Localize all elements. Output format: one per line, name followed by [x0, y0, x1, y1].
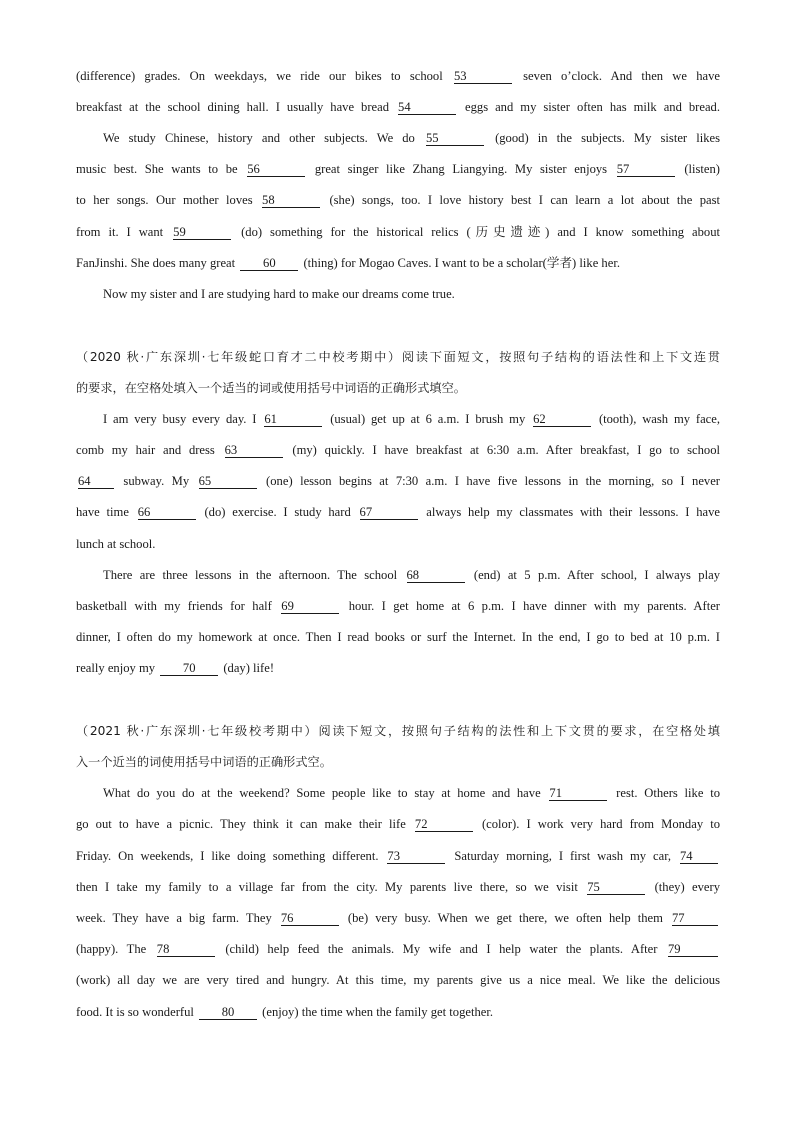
text-run: basketball with my friends for half: [76, 599, 280, 613]
s3-line-3: [76, 847, 720, 865]
blank-58[interactable]: 58: [262, 194, 320, 208]
blank-59[interactable]: 59: [173, 226, 231, 240]
s3-line-8: [76, 1003, 720, 1021]
s2-line-5: [76, 535, 720, 553]
text-run: from it. I want: [76, 225, 172, 239]
blank-68[interactable]: 68: [407, 569, 465, 583]
s2-line-3: [76, 472, 720, 490]
s2-line-1: [103, 410, 720, 428]
text-run: (listen): [676, 162, 720, 176]
text-run: (day) life!: [220, 661, 275, 675]
blank-75[interactable]: 75: [587, 881, 645, 895]
blank-65[interactable]: 65: [199, 475, 257, 489]
blank-76[interactable]: 76: [281, 912, 339, 926]
text-run: hour. I get home at 6 p.m. I have dinner with my parents. After: [341, 599, 720, 613]
s1-line-3: [103, 129, 720, 147]
text-run: go out to have a picnic. They think it can make their life: [76, 817, 413, 831]
text-run: great singer like Zhang Liangying. My sister enjoys: [307, 162, 615, 176]
blank-56[interactable]: 56: [247, 163, 305, 177]
text-run: What do you do at the weekend? Some people like to stay at home and have: [103, 786, 548, 800]
blank-53[interactable]: 53: [454, 70, 512, 84]
s1-line-6: [76, 223, 720, 241]
text-run: (one) lesson begins at 7:30 a.m. I have five lessons in the morning, so I never: [258, 474, 720, 488]
text-run: music best. She wants to be: [76, 162, 246, 176]
blank-62[interactable]: 62: [533, 413, 591, 427]
text-run: seven o’clock. And then we have: [513, 69, 720, 83]
blank-64[interactable]: 64: [78, 475, 114, 489]
s2-line-6: [103, 566, 720, 584]
text-run: dinner, I often do my homework at once. Then I read books or surf the Internet. In the end, I go to bed at 10 p.m. I: [76, 630, 720, 644]
text-run: Saturday morning, I first wash my car,: [447, 849, 678, 863]
blank-67[interactable]: 67: [360, 506, 418, 520]
s3-line-4: [76, 878, 720, 896]
text-run: week. They have a big farm. They: [76, 911, 279, 925]
text-run: FanJinshi. She does many great: [76, 256, 239, 270]
blank-71[interactable]: 71: [549, 787, 607, 801]
blank-74[interactable]: 74: [680, 850, 718, 864]
s2-line-9: [76, 659, 720, 677]
text-run: comb my hair and dress: [76, 443, 223, 457]
text-run: rest. Others like to: [609, 786, 720, 800]
s1-line-8: [103, 285, 720, 303]
text-run: (my) quickly. I have breakfast at 6:30 a.m. After breakfast, I go to school: [284, 443, 720, 457]
s2-header-line-2: 的要求，在空格处填入一个适当的词或使用括号中词语的正确形式填空。: [76, 381, 466, 395]
text-run: (thing) for Mogao Caves. I want to be a scholar(学者) like her.: [300, 256, 620, 270]
blank-79[interactable]: 79: [668, 943, 718, 957]
blank-80[interactable]: 80: [199, 1006, 257, 1020]
text-run: (happy). The: [76, 942, 155, 956]
s3-line-6: [76, 940, 720, 958]
text-run: eggs and my sister often has milk and bread.: [458, 100, 720, 114]
text-run: (enjoy) the time when the family get together.: [259, 1005, 493, 1019]
s1-line-7: [76, 254, 720, 272]
text-run: really enjoy my: [76, 661, 159, 675]
text-run: (work) all day we are very tired and hungry. At this time, my parents give us a nice meal. We like the delicious: [76, 973, 720, 987]
s3-header-line-2: 入一个近当的词使用括号中词语的正确形式空。: [76, 755, 332, 769]
s3-line-7: [76, 971, 720, 989]
blank-61[interactable]: 61: [264, 413, 322, 427]
s2-line-2: [76, 441, 720, 459]
text-run: (usual) get up at 6 a.m. I brush my: [324, 412, 532, 426]
s3-line-5: [76, 909, 720, 927]
text-run: (do) exercise. I study hard: [197, 505, 358, 519]
text-run: Friday. On weekends, I like doing something different.: [76, 849, 386, 863]
s2-header-line-1: （2020 秋·广东深圳·七年级蛇口育才二中校考期中）阅读下面短文，按照句子结构的语法性和上下文连贯: [76, 350, 720, 364]
blank-54[interactable]: 54: [398, 101, 456, 115]
s1-line-4: [76, 160, 720, 178]
blank-60[interactable]: 60: [240, 257, 298, 271]
blank-78[interactable]: 78: [157, 943, 215, 957]
text-run: have time: [76, 505, 136, 519]
text-run: to her songs. Our mother loves: [76, 193, 261, 207]
text-run: (tooth), wash my face,: [593, 412, 720, 426]
s1-line-1: [76, 67, 720, 85]
text-run: always help my classmates with their lessons. I have: [419, 505, 720, 519]
text-run: subway. My: [116, 474, 197, 488]
blank-72[interactable]: 72: [415, 818, 473, 832]
s2-line-4: [76, 503, 720, 521]
text-run: There are three lessons in the afternoon. The school: [103, 568, 405, 582]
text-run: I am very busy every day. I: [103, 412, 263, 426]
text-run: (she) songs, too. I love history best I can learn a lot about the past: [322, 193, 720, 207]
s3-line-2: [76, 815, 720, 833]
text-run: (good) in the subjects. My sister likes: [485, 131, 720, 145]
blank-77[interactable]: 77: [672, 912, 718, 926]
text-run: (child) help feed the animals. My wife and I help water the plants. After: [216, 942, 666, 956]
text-run: (do) something for the historical relics (历史遗迹) and I know something about: [233, 225, 720, 239]
s3-line-1: [103, 784, 720, 802]
s3-header-line-1: （2021 秋·广东深圳·七年级校考期中）阅读下短文，按照句子结构的法性和上下文贯的要求，在空格处填: [76, 724, 720, 738]
text-run: then I take my family to a village far from the city. My parents live there, so we visit: [76, 880, 586, 894]
blank-55[interactable]: 55: [426, 132, 484, 146]
text-run: (difference) grades. On weekdays, we ride our bikes to school: [76, 69, 452, 83]
s1-line-5: [76, 191, 720, 209]
blank-73[interactable]: 73: [387, 850, 445, 864]
blank-57[interactable]: 57: [617, 163, 675, 177]
text-run: Now my sister and I are studying hard to make our dreams come true.: [103, 287, 455, 301]
text-run: (be) very busy. When we get there, we often help them: [340, 911, 670, 925]
s1-line-2: [76, 98, 720, 116]
text-run: (end) at 5 p.m. After school, I always play: [466, 568, 720, 582]
s2-line-8: [76, 628, 720, 646]
blank-66[interactable]: 66: [138, 506, 196, 520]
text-run: (they) every: [647, 880, 720, 894]
text-run: lunch at school.: [76, 537, 156, 551]
blank-69[interactable]: 69: [281, 600, 339, 614]
text-run: We study Chinese, history and other subjects. We do: [103, 131, 424, 145]
blank-63[interactable]: 63: [225, 444, 283, 458]
text-run: breakfast at the school dining hall. I usually have bread: [76, 100, 397, 114]
text-run: (color). I work very hard from Monday to: [474, 817, 720, 831]
s2-line-7: [76, 597, 720, 615]
blank-70[interactable]: 70: [160, 662, 218, 676]
text-run: food. It is so wonderful: [76, 1005, 198, 1019]
